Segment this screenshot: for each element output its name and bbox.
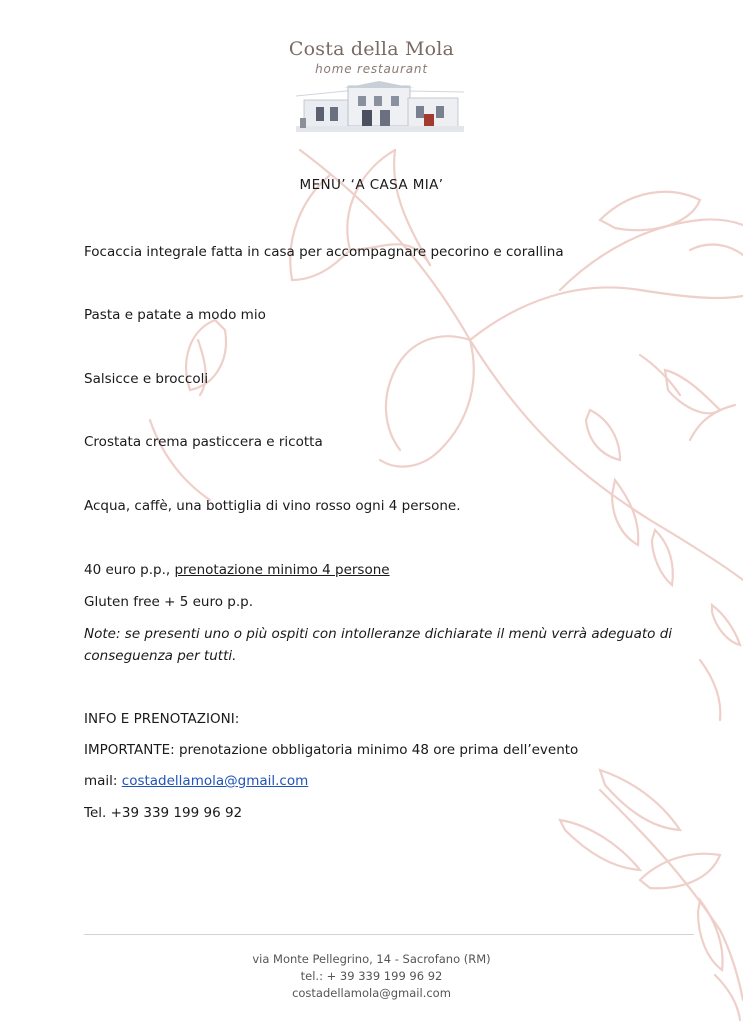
menu-course-3: Salsicce e broccoli <box>84 371 209 387</box>
important-text: prenotazione obbligatoria minimo 48 ore prima dell’evento <box>174 742 579 758</box>
footer-email: costadellamola@gmail.com <box>292 986 451 1000</box>
menu-title: MENU’ ‘A CASA MIA’ <box>299 177 444 193</box>
mail-line <box>84 772 308 790</box>
info-heading: INFO E PRENOTAZIONI: <box>84 711 240 727</box>
footer-tel: tel.: + 39 339 199 96 92 <box>300 969 443 983</box>
phone-line: Tel. +39 339 199 96 92 <box>84 805 243 821</box>
footer-divider <box>84 934 694 935</box>
email-link[interactable]: costadellamola@gmail.com <box>121 773 309 789</box>
booking-minimum: prenotazione minimo 4 persone <box>174 562 390 578</box>
brand-subtitle: home restaurant <box>315 62 428 76</box>
menu-course-5: Acqua, caffè, una bottiglia di vino rosso ogni 4 persone. <box>84 498 461 514</box>
footer-address: via Monte Pellegrino, 14 - Sacrofano (RM) <box>252 952 491 966</box>
house-photo-icon <box>296 80 464 132</box>
brand-header <box>0 36 743 76</box>
menu-course-1: Focaccia integrale fatta in casa per accompagnare pecorino e corallina <box>84 244 564 260</box>
price-line <box>84 561 390 579</box>
brand-name: Costa della Mola <box>288 38 455 60</box>
mail-label: mail: <box>84 773 122 789</box>
important-label: IMPORTANTE: <box>84 742 175 758</box>
gluten-free-line: Gluten free + 5 euro p.p. <box>84 594 253 610</box>
price-text: 40 euro p.p., <box>84 562 175 578</box>
menu-course-2: Pasta e patate a modo mio <box>84 307 266 323</box>
allergy-note: Note: se presenti uno o più ospiti con intolleranze dichiarate il menù verrà adeguato di conseguenza per tutti. <box>84 626 673 664</box>
menu-course-4: Crostata crema pasticcera e ricotta <box>84 434 323 450</box>
important-line <box>84 741 578 759</box>
footer <box>0 951 743 1002</box>
